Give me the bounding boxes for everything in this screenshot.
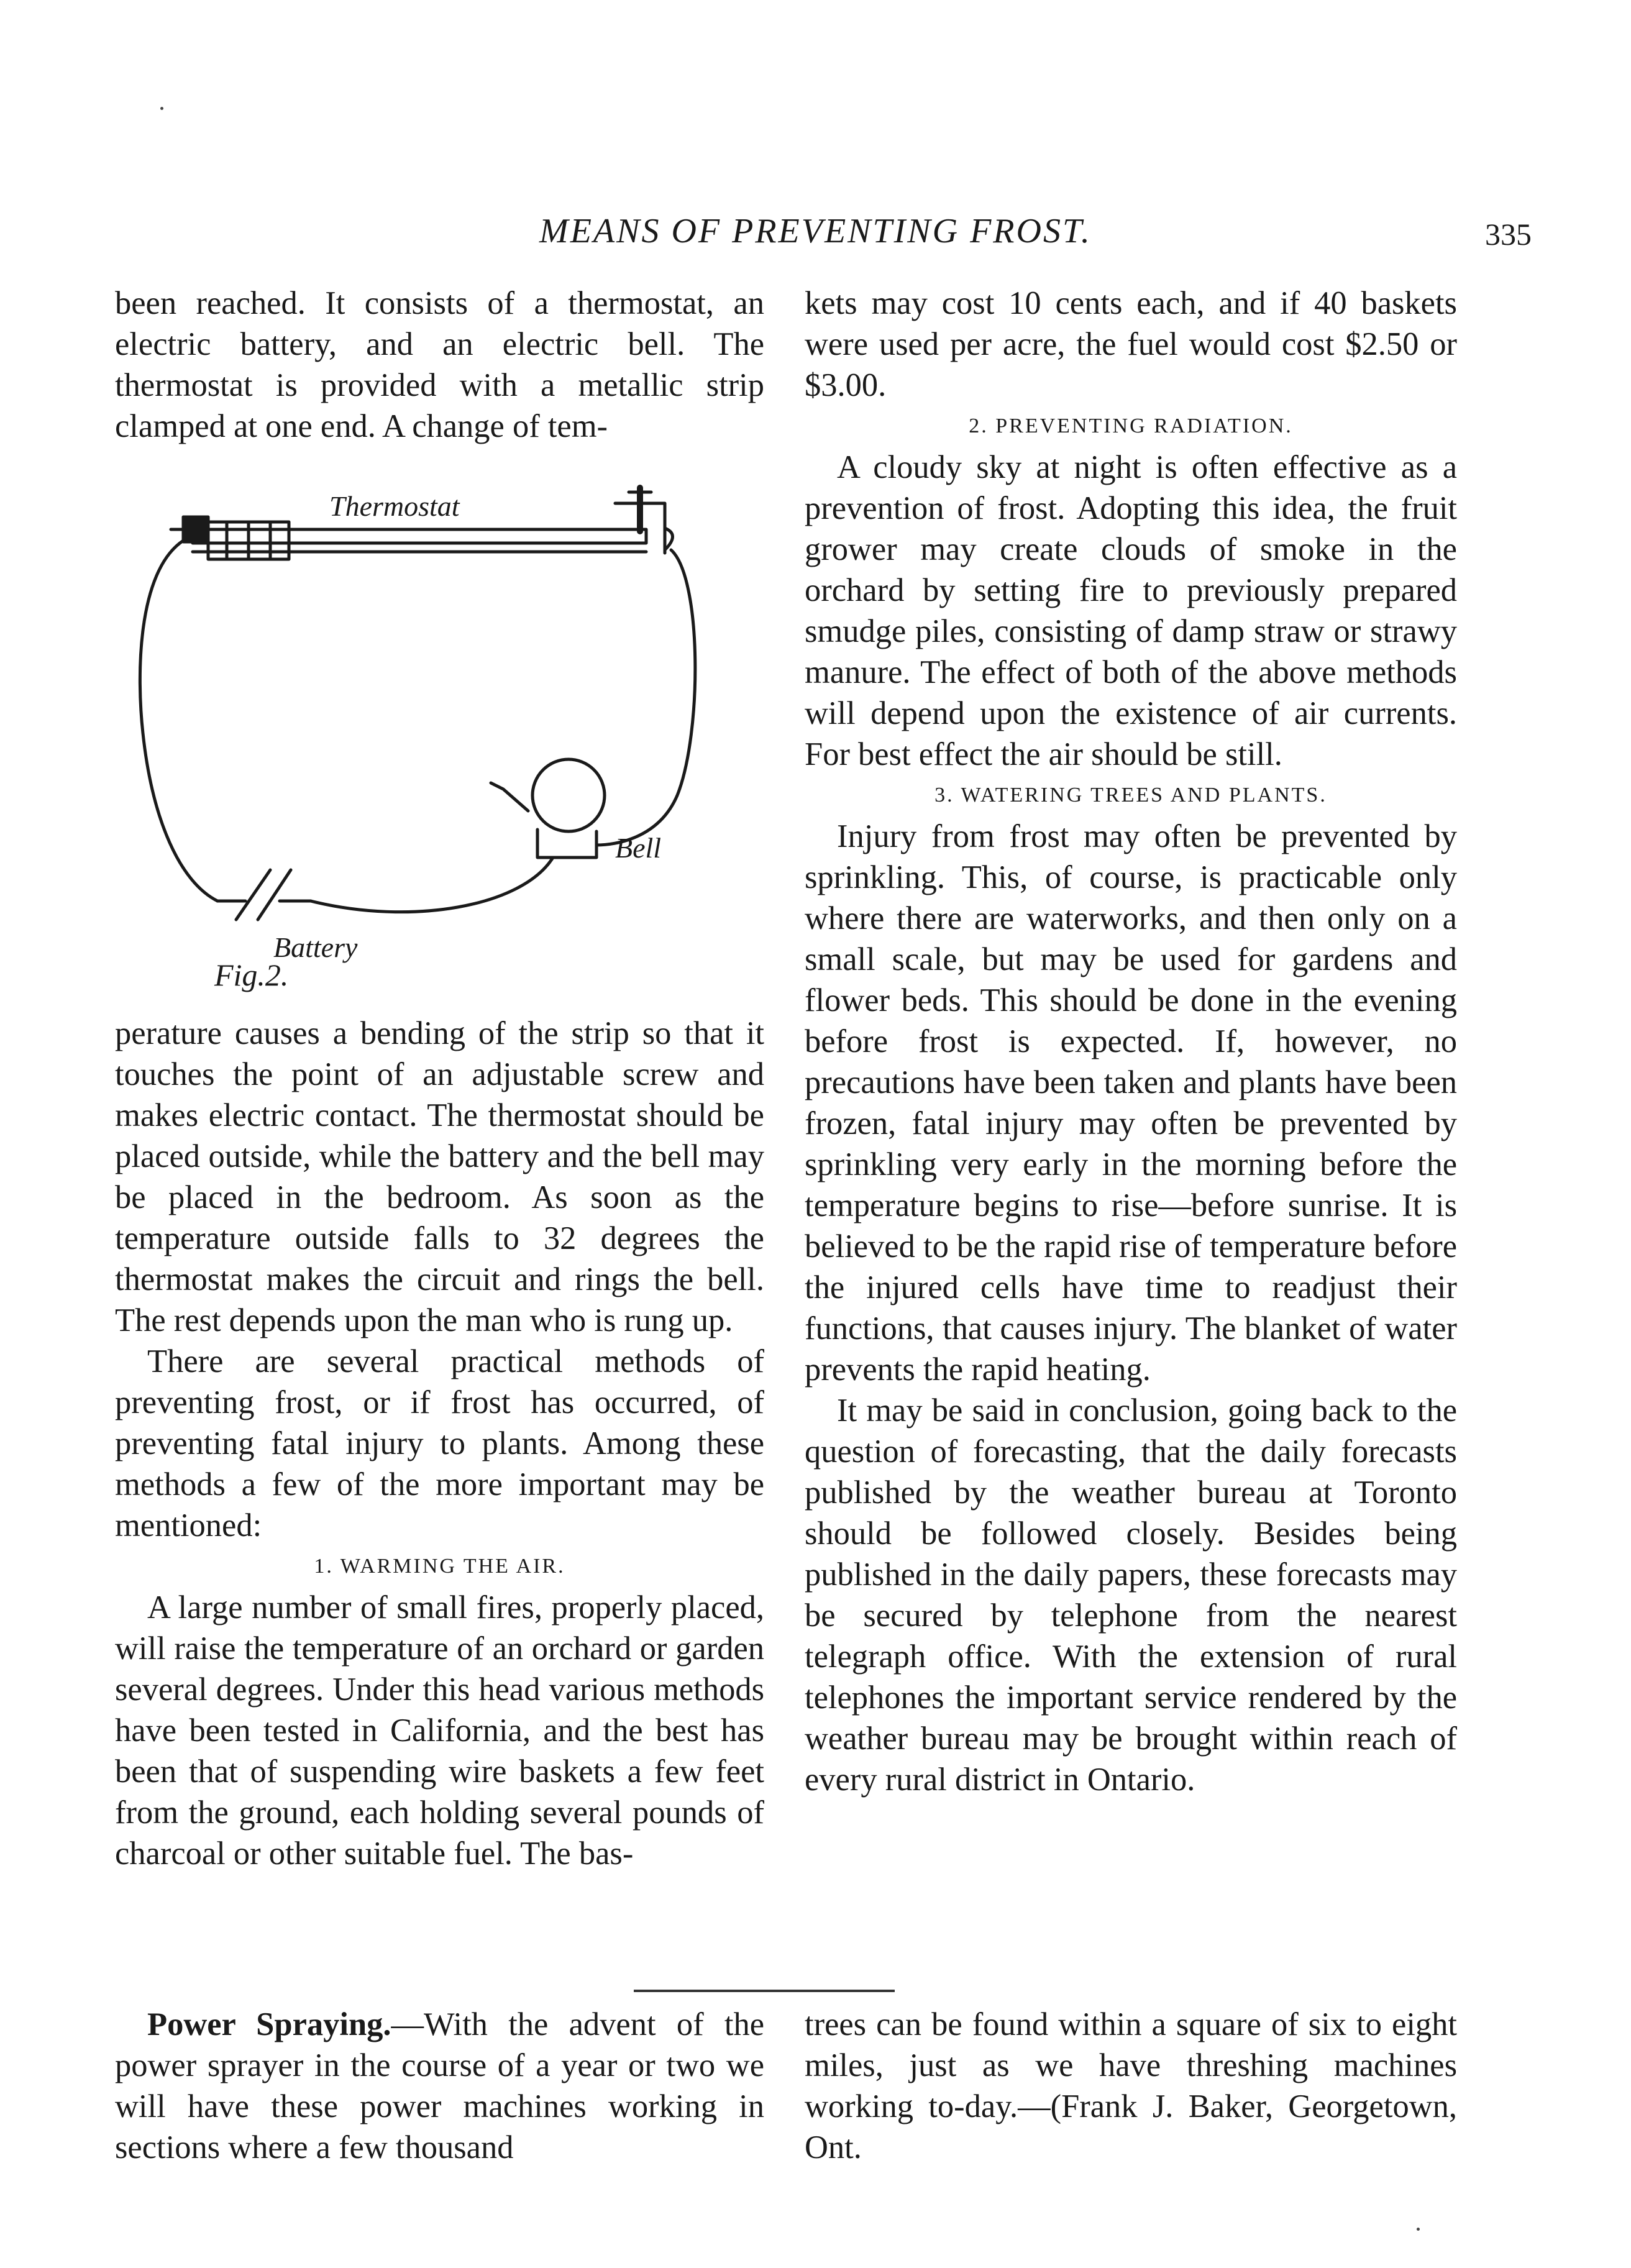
figure-label-battery: Battery [273,931,358,963]
bell-hammer [491,783,528,811]
right-column [805,283,1457,1800]
page-number: 335 [1485,217,1532,252]
power-spraying-text: —With the advent of the power sprayer in the course of a year or two we will have these power machines working in sections where a few thousand [115,2006,764,2165]
battery-plate-a [236,870,270,920]
paragraph-methods: There are several practical methods of preventing frost, or if frost has occurred, of preventing fatal injury to plants. Among these methods a few of the more important may be mentioned: [115,1343,764,1543]
left-column-bottom [115,1013,764,1874]
paragraph-power-spraying-continued: trees can be found within a square of six to eight miles, just as we have threshing machines working to-day.—(Frank J. Baker, Georgetown, Ont. [805,2006,1457,2165]
bottom-right-column [805,2004,1457,2168]
heading-preventing-radiation: 2. PREVENTING RADIATION. [969,414,1293,437]
paragraph-warming: A large number of small fires, properly placed, will raise the temperature of an orchard or garden several degrees. Under this head various methods have been tested in California, and the best has been that of suspending wire baskets a few feet from the ground, each holding several pounds of charcoal or other suitable fuel. The bas- [115,1589,764,1872]
bottom-left-column [115,2004,764,2168]
figure-label-bell: Bell [615,832,662,864]
paragraph-intro: been reached. It consists of a thermostat, an electric battery, and an electric bell. The thermostat is provided with a metallic strip clamped at one end. A change of tem- [115,285,764,444]
running-title: MEANS OF PREVENTING FROST. [539,212,1092,250]
thermostat-circuit-figure [124,472,758,1007]
paragraph-watering: Injury from frost may often be prevented by sprinkling. This, of course, is practicable only where there are waterworks, and then only on a small scale, but may be used for gardens and flower beds. This should be done in the evening before frost is expected. If, however, no precautions have been taken and plants have been frozen, fatal injury may often be prevented by sprinkling very early in the morning before the temperature begins to rise—before sunrise. It is believed to be the rapid rise of temperature before the injured cells have time to readjust their functions, that causes injury. The blanket of water prevents the rapid heating. [805,818,1457,1388]
wire-left [140,541,217,901]
paragraph-radiation: A cloudy sky at night is often effective as a prevention of frost. Adopting this idea, the fruit grower may create clouds of smoke in the orchard by setting fire to previously prepared smudge piles, consisting of damp straw or strawy manure. The effect of both of the above methods will depend upon the existence of air currents. For best effect the air should be still. [805,449,1457,772]
wire-bottom [311,857,553,912]
heading-warming-air: 1. WARMING THE AIR. [314,1555,565,1578]
heading-watering: 3. WATERING TREES AND PLANTS. [934,784,1327,807]
section-divider [634,1990,895,1992]
paragraph-conclusion: It may be said in conclusion, going back to the question of forecasting, that the daily forecasts published by the weather bureau at Toronto should be followed closely. Besides being published in the daily papers, these forecasts may be secured by telephone from the nearest telegraph office. With the extension of rural telephones the important service rendered by the weather bureau may be brought within reach of every rural district in Ontario. [805,1392,1457,1798]
figure-caption: Fig.2. [214,958,289,992]
power-spraying-title: Power Spraying. [147,2006,391,2042]
running-head [99,205,1532,255]
bell-base [537,830,596,857]
figure-label-thermostat: Thermostat [329,490,460,522]
bell-dome [532,759,605,831]
print-speck [1417,2228,1420,2231]
paragraph-power-spraying [115,2004,764,2168]
battery-plate-b [258,870,291,920]
print-speck [160,107,163,110]
wire-right [596,550,695,845]
paragraph-baskets-continued: kets may cost 10 cents each, and if 40 baskets were used per acre, the fuel would cost $2.50 or $3.00. [805,285,1457,403]
circuit-diagram [124,472,758,1007]
left-column-top [115,283,764,447]
paragraph-thermostat-detail: perature causes a bending of the strip so that it touches the point of an adjustable screw and makes electric contact. The thermostat should be placed outside, while the battery and the bell may be placed in the bedroom. As soon as the temperature outside falls to 32 degrees the thermostat makes the circuit and rings the bell. The rest depends upon the man who is rung up. [115,1015,764,1338]
thermostat-strip [193,529,646,543]
